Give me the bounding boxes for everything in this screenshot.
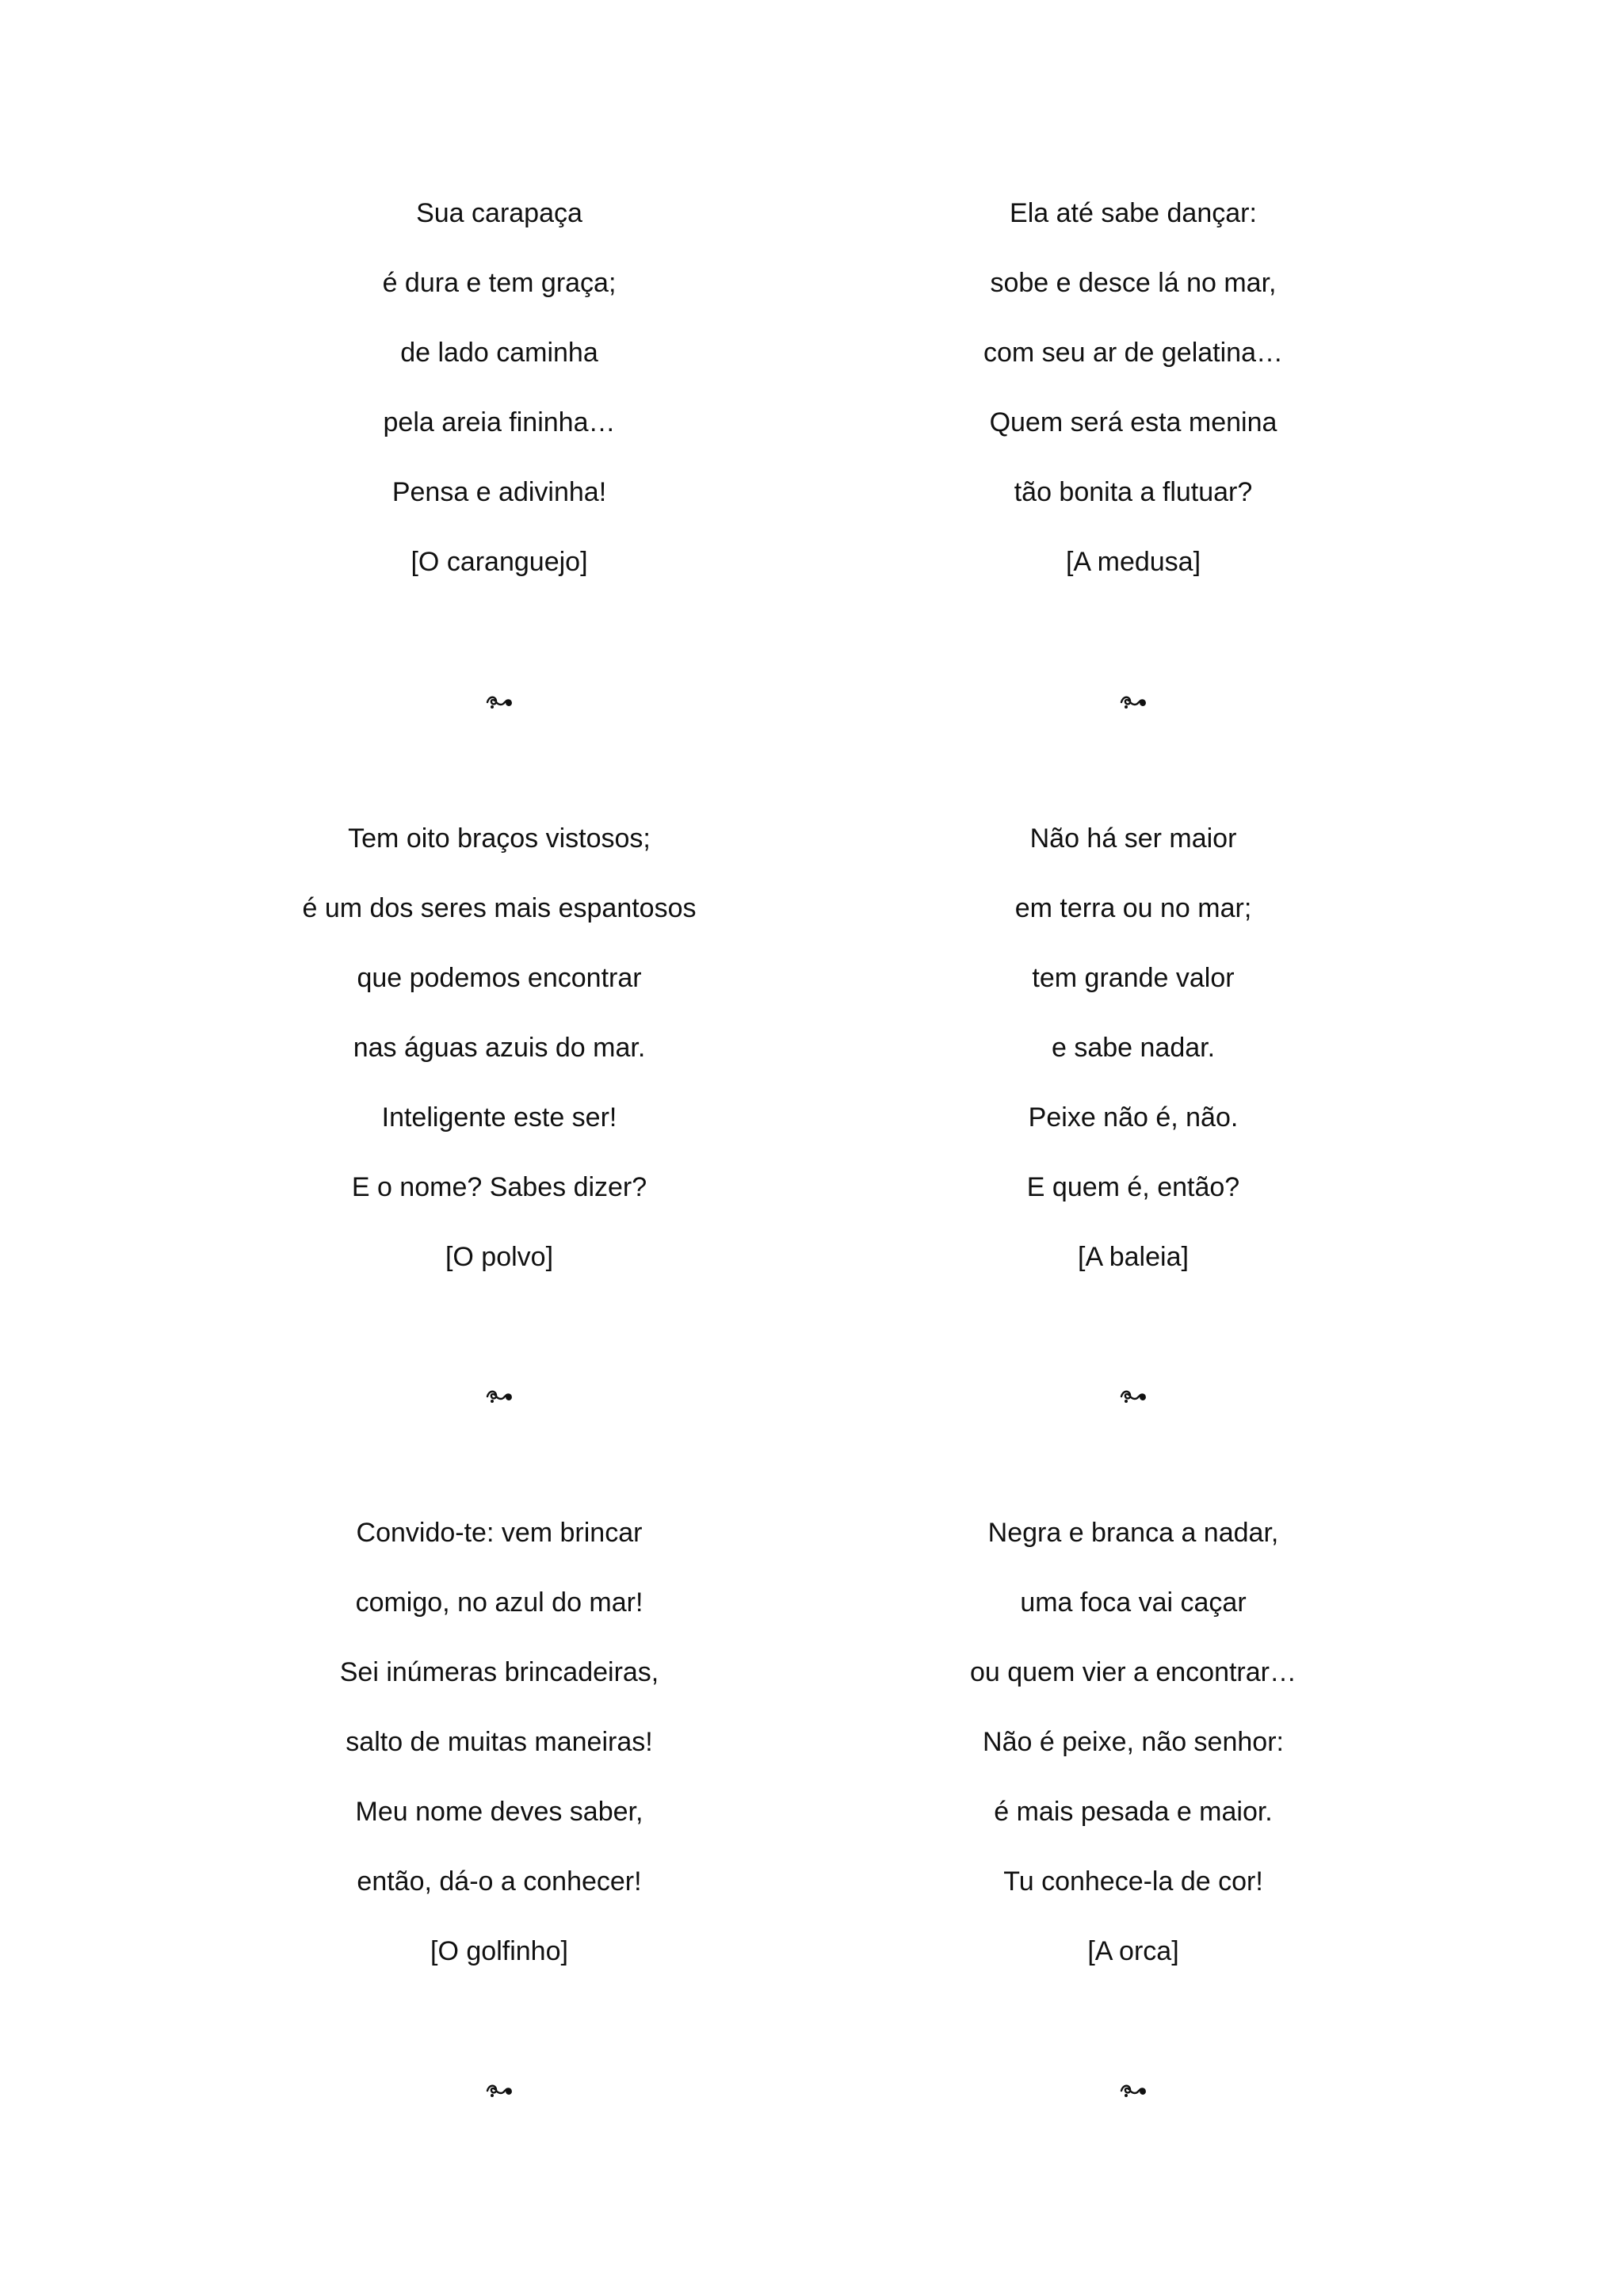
riddle-octopus xyxy=(222,804,777,1292)
riddle-line: é dura e tem graça; xyxy=(382,268,617,298)
fleuron-icon xyxy=(856,2075,1411,2107)
riddle-line: que podemos encontrar xyxy=(357,963,642,993)
riddle-line: Pensa e adivinha! xyxy=(391,477,607,507)
riddle-line: Sei inúmeras brincadeiras, xyxy=(339,1657,659,1687)
fleuron-icon xyxy=(222,2075,777,2107)
riddle-line: de lado caminha xyxy=(400,338,598,368)
riddle-line: uma foca vai caçar xyxy=(1020,1587,1247,1618)
riddle-line: então, dá-o a conhecer! xyxy=(357,1866,642,1897)
riddle-line: tem grande valor xyxy=(1032,963,1235,993)
riddle-dolphin xyxy=(222,1498,777,1986)
riddle-answer: [O caranguejo] xyxy=(411,547,588,577)
riddle-line: Meu nome deves saber, xyxy=(355,1797,643,1827)
riddle-line: E quem é, então? xyxy=(1026,1172,1240,1202)
riddle-line: Negra e branca a nadar, xyxy=(987,1518,1279,1548)
fleuron-icon xyxy=(222,686,777,718)
riddle-whale xyxy=(856,804,1411,1292)
riddle-line: comigo, no azul do mar! xyxy=(355,1587,643,1618)
riddle-line: Sua carapaça xyxy=(416,198,582,228)
riddle-line: Peixe não é, não. xyxy=(1028,1102,1239,1133)
riddle-line: tão bonita a flutuar? xyxy=(1014,477,1253,507)
fleuron-icon xyxy=(856,686,1411,718)
riddle-answer: [O polvo] xyxy=(445,1242,554,1272)
riddle-line: nas águas azuis do mar. xyxy=(353,1033,646,1063)
riddle-line: Inteligente este ser! xyxy=(381,1102,617,1133)
riddle-line: pela areia fininha… xyxy=(383,407,616,437)
riddle-line: Não há ser maior xyxy=(1029,823,1237,854)
riddle-orca xyxy=(856,1498,1411,1986)
riddle-jellyfish xyxy=(856,178,1411,597)
riddle-line: com seu ar de gelatina… xyxy=(983,338,1283,368)
riddle-answer: [O golfinho] xyxy=(430,1936,568,1966)
riddle-line: sobe e desce lá no mar, xyxy=(990,268,1277,298)
riddle-crab xyxy=(222,178,777,597)
riddle-line: Tem oito braços vistosos; xyxy=(348,823,651,854)
riddle-line: E o nome? Sabes dizer? xyxy=(351,1172,647,1202)
riddle-line: Ela até sabe dançar: xyxy=(1010,198,1257,228)
riddle-line: Tu conhece-la de cor! xyxy=(1003,1866,1263,1897)
riddle-answer: [A baleia] xyxy=(1078,1242,1189,1272)
riddle-line: é mais pesada e maior. xyxy=(994,1797,1273,1827)
riddle-line: é um dos seres mais espantosos xyxy=(302,893,697,923)
riddle-line: Convido-te: vem brincar xyxy=(356,1518,643,1548)
fleuron-icon xyxy=(222,1381,777,1412)
riddle-answer: [A orca] xyxy=(1087,1936,1179,1966)
fleuron-icon xyxy=(856,1381,1411,1412)
riddle-answer: [A medusa] xyxy=(1065,547,1201,577)
riddle-line: em terra ou no mar; xyxy=(1014,893,1252,923)
riddle-line: ou quem vier a encontrar… xyxy=(970,1657,1296,1687)
riddle-line: Quem será esta menina xyxy=(989,407,1277,437)
riddle-line: e sabe nadar. xyxy=(1051,1033,1216,1063)
riddle-line: Não é peixe, não senhor: xyxy=(983,1727,1284,1757)
riddle-line: salto de muitas maneiras! xyxy=(346,1727,653,1757)
